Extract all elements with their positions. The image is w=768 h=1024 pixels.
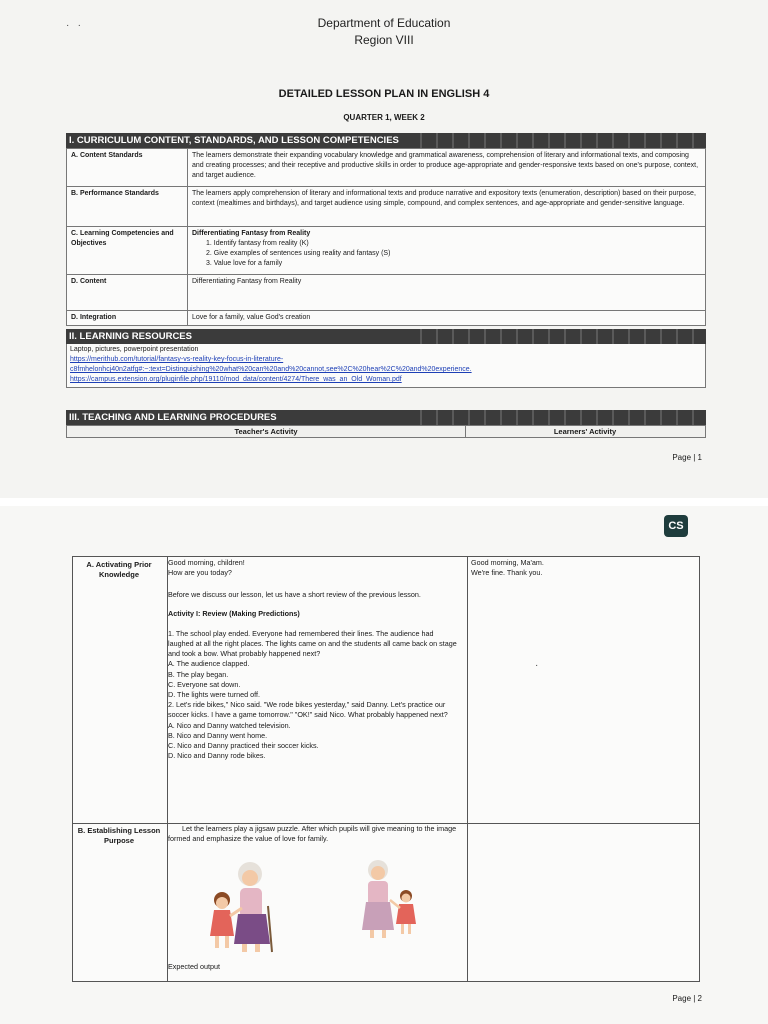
resource-link[interactable]: https://merithub.com/tutorial/fantasy-vs-reality-key-focus-in-literature-	[70, 356, 284, 363]
band-ticks	[406, 133, 706, 148]
region-header: Region VIII	[354, 33, 414, 47]
choice-item: C. Everyone sat down.	[168, 679, 241, 689]
section-resources-title: II. LEARNING RESOURCES	[69, 331, 192, 342]
resources-box	[66, 344, 706, 388]
section-procedures-title: III. TEACHING AND LEARNING PROCEDURES	[69, 412, 277, 423]
section-curriculum-title: I. CURRICULUM CONTENT, STANDARDS, AND LESSON COMPETENCIES	[69, 135, 399, 146]
page-number-2: Page | 2	[672, 994, 702, 1003]
scan-speck: · ·	[66, 20, 81, 31]
grandmother-skirt	[362, 902, 394, 930]
choice-item: A. The audience clapped.	[168, 659, 250, 669]
page-gap	[0, 498, 768, 506]
quarter-week: QUARTER 1, WEEK 2	[343, 113, 425, 122]
resource-link[interactable]: c8fmhelonhcj40n2atfg#:~:text=Distinguishing%20what%20can%20and%20cannot,see%2C%20hear%2C%20and%20experience.	[70, 366, 472, 373]
learner-response: We're fine. Thank you.	[471, 568, 543, 578]
table-row	[67, 275, 706, 311]
girl-leg	[408, 924, 411, 934]
row-text: The learners demonstrate their expanding vocabulary knowledge and grammatical awareness, comprehension of literary and informational texts, and composing and creating processes; and their receptive and productive skills in order to produce age-appropriate and gender-responsive texts based on one's purpose, context, and target audience.	[188, 149, 706, 187]
row-objectives	[188, 227, 706, 275]
greeting-line: Good morning, children!	[168, 558, 245, 567]
resources-text: Laptop, pictures, powerpoint presentation	[70, 346, 199, 353]
choice-item: C. Nico and Danny practiced their soccer kicks.	[168, 741, 319, 751]
teacher-activity-heading: Teacher's Activity	[67, 426, 466, 437]
grandmother-leg	[370, 930, 374, 938]
row-text: The learners apply comprehension of literary and informational texts and produce narrative and expository texts (enumeration, description) based on their purpose, context (mealtimes and birthdays), and target audience using simple, compound, and complex sentences, and age-appropriate and gender-sensitive language.	[188, 187, 706, 227]
department-header: Department of Education	[317, 16, 451, 30]
establishing-lesson-purpose-label: B. Establishing Lesson Purpose	[77, 826, 161, 845]
grandmother-leg	[382, 930, 386, 938]
lesson-plan-title: DETAILED LESSON PLAN IN ENGLISH 4	[278, 88, 490, 100]
grandmother-skirt	[234, 914, 270, 944]
row-label: A. Content Standards	[67, 149, 188, 187]
girl-dress	[210, 910, 234, 936]
holding-hands	[390, 900, 400, 908]
expected-output-label: Expected output	[168, 962, 220, 971]
row-label: D. Content	[67, 275, 188, 311]
row-text: Love for a family, value God's creation	[188, 311, 706, 326]
grandmother-face	[242, 870, 258, 886]
greeting-line: How are you today?	[168, 568, 232, 578]
review-intro: Before we discuss our lesson, let us have a short review of the previous lesson.	[168, 590, 421, 600]
row-label: C. Learning Competencies and Objectives	[67, 227, 188, 275]
grandmother-top	[240, 888, 262, 918]
row-text: Differentiating Fantasy from Reality	[188, 275, 706, 311]
choice-item: D. The lights were turned off.	[168, 690, 261, 700]
choice-item: A. Nico and Danny watched television.	[168, 720, 291, 730]
column-divider	[467, 557, 468, 981]
table-row	[67, 149, 706, 187]
girl-face	[402, 894, 411, 903]
row-label: B. Performance Standards	[67, 187, 188, 227]
girl-leg	[401, 924, 404, 934]
scan-speck: ·	[535, 660, 539, 671]
section-resources-header	[66, 329, 706, 344]
objective-item: 2. Give examples of sentences using reality and fantasy (S)	[206, 250, 391, 257]
band-ticks	[406, 410, 706, 425]
girl-face	[216, 897, 228, 909]
competency-heading: Differentiating Fantasy from Reality	[192, 230, 311, 237]
question-item: 2. Let's ride bikes," Nico said. "We rode bikes yesterday," said Danny. Let's practice our soccer kicks. I have a game tomorrow." "OK!" said Nico. What probably happened next?	[168, 700, 448, 720]
grandmother-top	[368, 881, 388, 905]
table-row	[67, 187, 706, 227]
table-row	[67, 227, 706, 275]
establishing-teacher-text: Let the learners play a jigsaw puzzle. After which pupils will give meaning to the image formed and emphasize the value of love for family.	[168, 824, 457, 844]
page-number-1: Page | 1	[672, 453, 702, 462]
learner-activity-heading: Learners' Activity	[553, 427, 617, 436]
girl-leg	[225, 936, 229, 948]
section-procedures-header	[66, 410, 706, 425]
camscanner-badge: CS	[664, 515, 688, 537]
activating-teacher-text	[168, 558, 460, 761]
choice-item: B. Nico and Danny went home.	[168, 730, 268, 740]
grandmother-leg	[242, 944, 247, 952]
grandmother-girl-illustration-1	[200, 856, 290, 956]
objective-item: 3. Value love for a family	[206, 260, 283, 267]
girl-leg	[215, 936, 219, 948]
row-label: D. Integration	[67, 311, 188, 326]
activating-learner-text	[471, 558, 695, 578]
table-row	[67, 311, 706, 326]
learner-response: Good morning, Ma'am.	[471, 558, 544, 567]
choice-item: B. The play began.	[168, 669, 229, 679]
question-item: 1. The school play ended. Everyone had remembered their lines. The audience had laughed at all the right places. The lights came on and the students all came back on stage and took a bow. What probably happened next?	[168, 628, 457, 659]
resource-link[interactable]: https://campus.extension.org/pluginfile.php/19110/mod_data/content/4274/There_was_an_Old_Woman.pdf	[70, 376, 402, 383]
walking-cane	[268, 906, 272, 952]
choice-item: D. Nico and Danny rode bikes.	[168, 751, 266, 761]
activity-title: Activity I: Review (Making Predictions)	[168, 608, 300, 618]
grandmother-girl-illustration-2	[352, 856, 422, 946]
section-curriculum-header	[66, 133, 706, 148]
procedure-columns	[66, 425, 706, 438]
grandmother-leg	[255, 944, 260, 952]
activating-prior-knowledge-label: A. Activating Prior Knowledge	[86, 560, 152, 579]
grandmother-face	[371, 866, 385, 880]
band-ticks	[406, 329, 706, 344]
objective-item: 1. Identify fantasy from reality (K)	[206, 240, 309, 247]
curriculum-table	[66, 148, 706, 326]
